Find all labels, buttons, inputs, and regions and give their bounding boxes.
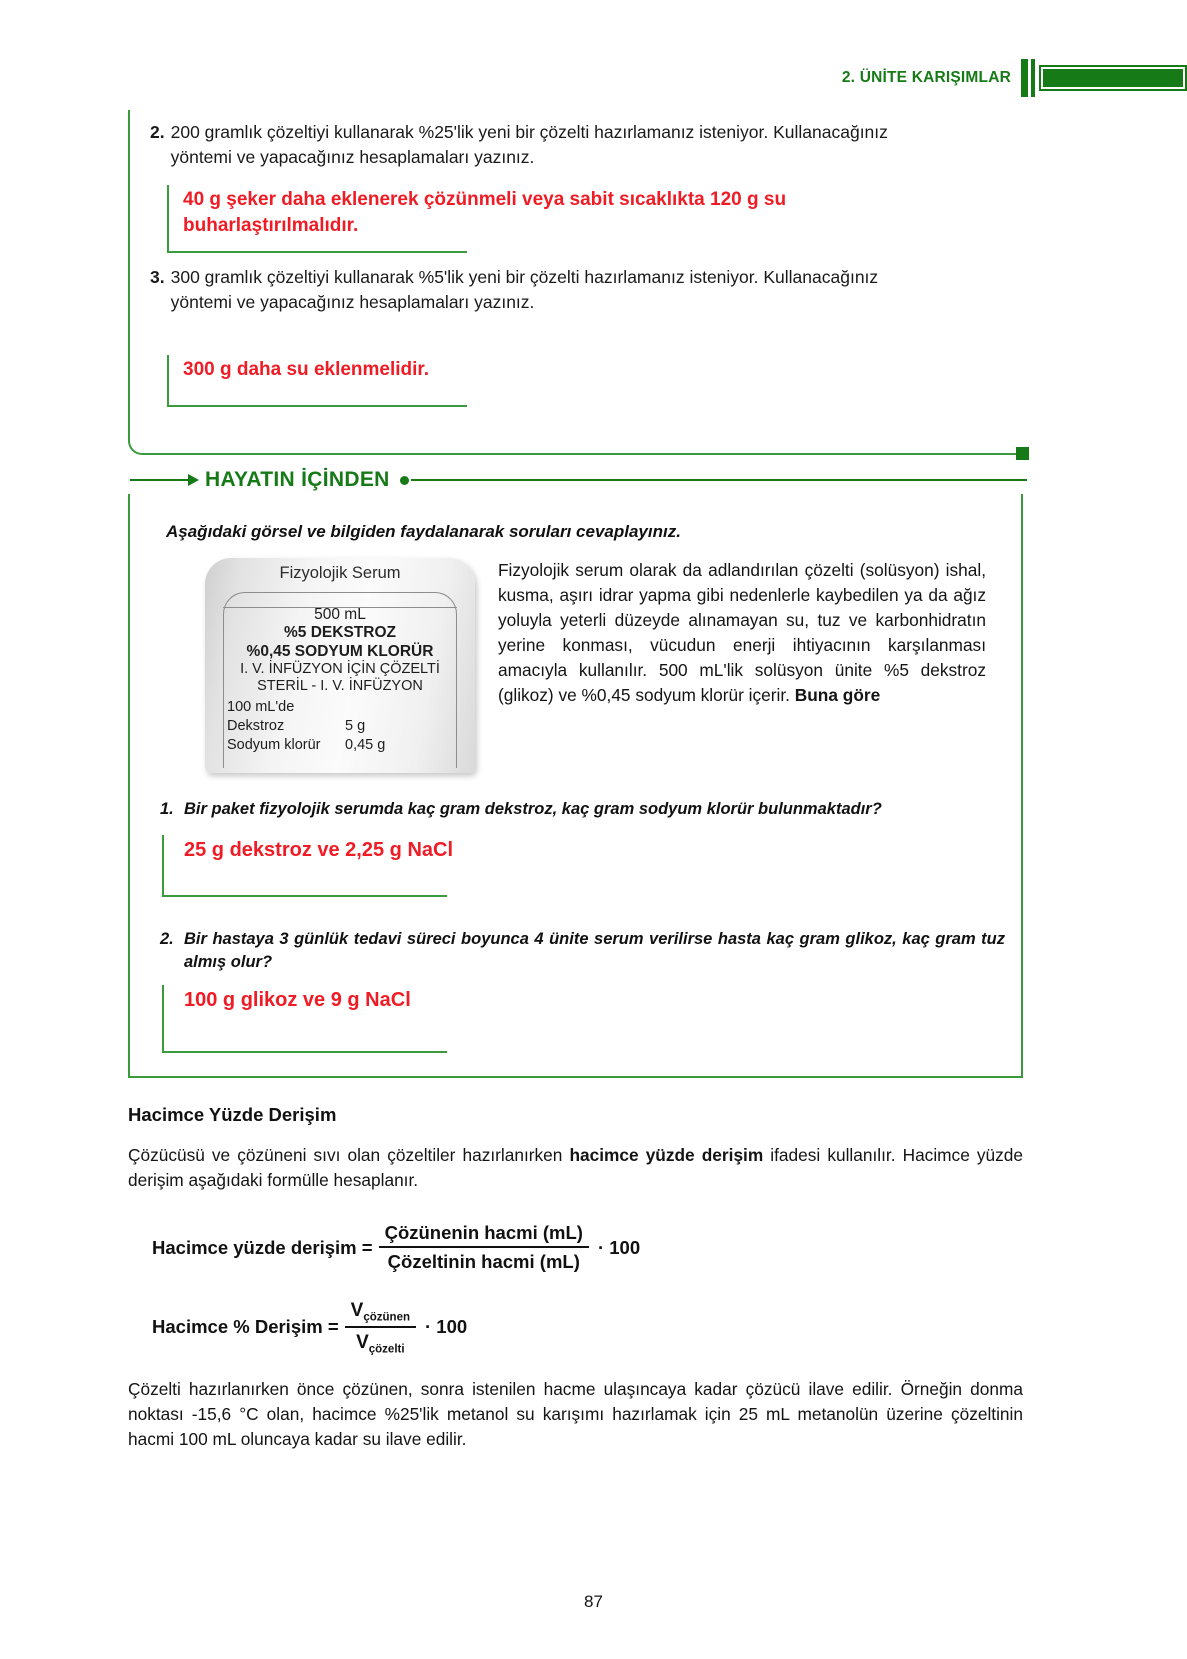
volume-closing-paragraph: Çözelti hazırlanırken önce çözünen, sonra istenilen hacme ulaşıncaya kadar çözücü ilave edilir. Örneğin donma noktası -15,6 °C olan, hacimce %25'lik metanol su karışımı hazırlamak için 25 mL metanolün üzerine çözeltinin hacmi 100 mL oluncaya kadar su ilave edilir. bbox=[128, 1379, 1023, 1450]
serum-component-name: Dekstroz bbox=[227, 717, 285, 734]
serum-nacl-label: %0,45 SODYUM KLORÜR bbox=[246, 642, 434, 660]
answer-box-2[interactable] bbox=[167, 185, 787, 253]
life-question-text: Bir paket fizyolojik serumda kaç gram dekstroz, kaç gram sodyum klorür bulunmaktadır? bbox=[184, 800, 882, 818]
volume-intro-part1: Çözücüsü ve çözüneni sıvı olan çözeltiler hazırlanırken bbox=[128, 1145, 570, 1165]
header-tick-icon bbox=[1021, 59, 1028, 97]
life-question-1 bbox=[160, 798, 1005, 821]
formula2-lhs: Hacimce % Derişim = bbox=[152, 1316, 339, 1338]
formula2-numerator bbox=[345, 1299, 416, 1326]
answer-rule-horizontal bbox=[167, 405, 467, 407]
header-decoration bbox=[1021, 58, 1187, 98]
serum-component-value: 0,45 g bbox=[345, 736, 386, 753]
arrow-right-icon bbox=[188, 474, 199, 486]
formula2-numerator-symbol: V bbox=[350, 1300, 364, 1321]
answer-text: 300 g daha su eklenmelidir. bbox=[183, 359, 430, 380]
answer-rule-vertical bbox=[167, 185, 169, 253]
formula-volume-percent-symbols bbox=[152, 1299, 467, 1355]
life-box-title: HAYATIN İÇİNDEN bbox=[205, 468, 390, 491]
question-number: 2. bbox=[150, 122, 165, 142]
answer-rule-horizontal bbox=[162, 1051, 447, 1053]
question-number: 3. bbox=[150, 267, 165, 287]
serum-volume-label: 500 mL bbox=[314, 606, 366, 623]
formula-tail: · 100 bbox=[597, 1236, 641, 1258]
header-block-icon bbox=[1039, 65, 1187, 91]
life-box-header bbox=[128, 466, 1027, 494]
header-line-left bbox=[130, 479, 188, 481]
bullet-dot-icon bbox=[400, 476, 409, 485]
formula-volume-percent-words bbox=[152, 1222, 640, 1273]
serum-bag-image bbox=[205, 558, 475, 773]
serum-sterile-label: STERİL - I. V. İNFÜZYON bbox=[257, 677, 423, 694]
life-answer-box-1[interactable] bbox=[162, 835, 454, 897]
answer-rule-vertical bbox=[167, 355, 169, 407]
formula2-numerator-subscript: çözünen bbox=[363, 1311, 410, 1324]
page-number: 87 bbox=[584, 1592, 603, 1611]
question-block-2 bbox=[150, 120, 910, 171]
serum-composition-list bbox=[227, 698, 385, 755]
formula2-denominator-subscript: çözelti bbox=[368, 1343, 405, 1356]
answer-rule-vertical bbox=[162, 985, 164, 1053]
life-box-intro: Aşağıdaki görsel ve bilgiden faydalanarak soruları cevaplayınız. bbox=[166, 522, 681, 541]
formula2-fraction bbox=[345, 1299, 416, 1355]
question-text: 200 gramlık çözeltiyi kullanarak %25'lik yeni bir çözelti hazırlamanız isteniyor. Kullanacağınız yöntemi ve yapacağınız hesaplamaları yazınız. bbox=[170, 122, 888, 168]
serum-composition-row bbox=[227, 717, 385, 736]
life-question-2 bbox=[160, 928, 1005, 974]
formula2-denominator bbox=[350, 1328, 410, 1356]
answer-text: 40 g şeker daha eklenerek çözünmeli veya sabit sıcaklıkta 120 g su buharlaştırılmalıdır. bbox=[183, 189, 787, 236]
header-line-right bbox=[411, 479, 1027, 481]
life-answer-text: 25 g dekstroz ve 2,25 g NaCl bbox=[184, 839, 454, 861]
life-answer-box-2[interactable] bbox=[162, 985, 447, 1053]
serum-paragraph-bold-tail: Buna göre bbox=[794, 684, 881, 705]
formula2-tail: · 100 bbox=[424, 1316, 468, 1338]
life-question-text: Bir hastaya 3 günlük tedavi süreci boyunca 4 ünite serum verilirse hasta kaç gram glikoz, kaç gram tuz almış olur? bbox=[184, 930, 1005, 972]
serum-component-value: 5 g bbox=[345, 717, 366, 734]
serum-infusion-label: I. V. İNFÜZYON İÇİN ÇÖZELTİ bbox=[240, 660, 440, 677]
life-answer-text: 100 g glikoz ve 9 g NaCl bbox=[184, 989, 411, 1011]
question-text: 300 gramlık çözeltiyi kullanarak %5'lik yeni bir çözelti hazırlamanız isteniyor. Kullanacağınız yöntemi ve yapacağınız hesaplamaları yazınız. bbox=[170, 267, 879, 313]
serum-bag-center-labels bbox=[205, 606, 475, 695]
answer-rule-horizontal bbox=[162, 895, 447, 897]
formula-fraction bbox=[379, 1222, 589, 1273]
serum-bag-title: Fizyolojik Serum bbox=[279, 564, 401, 582]
formula-numerator: Çözünenin hacmi (mL) bbox=[384, 1222, 583, 1243]
volume-intro-bold: hacimce yüzde derişim bbox=[569, 1145, 764, 1165]
formula-denominator: Çözeltinin hacmi (mL) bbox=[387, 1251, 580, 1272]
panel-end-marker-icon bbox=[1016, 447, 1029, 460]
serum-composition-row bbox=[227, 736, 385, 755]
life-box bbox=[128, 468, 1023, 1078]
formula-lhs: Hacimce yüzde derişim = bbox=[152, 1236, 373, 1258]
serum-component-name: Sodyum klorür bbox=[227, 736, 321, 753]
volume-intro-paragraph bbox=[128, 1143, 1023, 1193]
life-question-number: 1. bbox=[160, 800, 174, 818]
serum-dextrose-label: %5 DEKSTROZ bbox=[284, 624, 396, 642]
serum-description-paragraph bbox=[498, 558, 986, 707]
serum-per-volume-label: 100 mL'de bbox=[227, 699, 295, 715]
answer-rule-horizontal bbox=[167, 251, 467, 253]
answer-box-3[interactable] bbox=[167, 355, 467, 407]
section-title-volume-percent: Hacimce Yüzde Derişim bbox=[128, 1104, 337, 1125]
volume-intro-part2: ifadesi kullanılır. Hacimce yüzde derişim aşağıdaki formülle hesaplanır. bbox=[128, 1145, 1024, 1191]
serum-paragraph-text: Fizyolojik serum olarak da adlandırılan çözelti (solüsyon) ishal, kusma, aşırı idrar yapma gibi nedenlerle kaybedilen ya da ağız yoluyla yeterli düzeyde alınamayan su, tuz ve karbonhidratın yerine konması, vücudun enerji ihtiyacının karşılanması amacıyla kullanılır. 500 mL'lik solüsyon ünite %5 dekstroz (glikoz) ve %0,45 sodyum klorür içerir. bbox=[498, 560, 986, 705]
answer-rule-vertical bbox=[162, 835, 164, 897]
unit-title: 2. ÜNİTE KARIŞIMLAR bbox=[841, 69, 1011, 86]
page-header bbox=[842, 58, 1187, 98]
formula2-denominator-symbol: V bbox=[356, 1331, 369, 1353]
header-tick-secondary-icon bbox=[1031, 59, 1035, 97]
life-question-number: 2. bbox=[160, 930, 174, 948]
question-block-3 bbox=[150, 265, 910, 316]
